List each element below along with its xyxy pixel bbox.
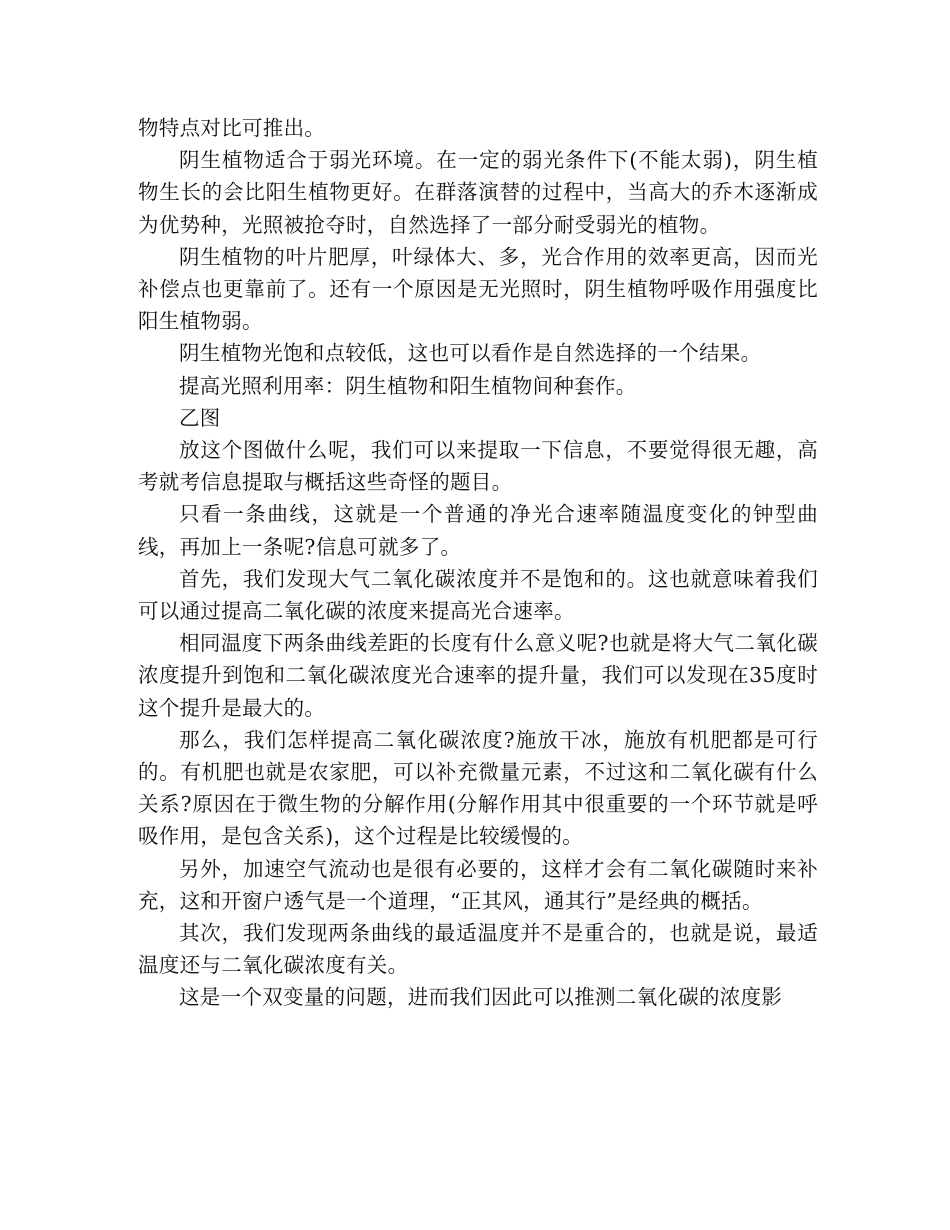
paragraph: 另外，加速空气流动也是很有必要的，这样才会有二氧化碳随时来补充，这和开窗户透气是一个道理，“正其风，通其行”是经典的概括。 xyxy=(138,856,818,913)
paragraph: 首先，我们发现大气二氧化碳浓度并不是饱和的。这也就意味着我们可以通过提高二氧化碳的浓度来提高光合速率。 xyxy=(138,566,818,624)
paragraph: 阴生植物的叶片肥厚，叶绿体大、多，光合作用的效率更高，因而光补偿点也更靠前了。还有一个原因是无光照时，阴生植物呼吸作用强度比阳生植物弱。 xyxy=(138,244,818,334)
paragraph: 提高光照利用率：阴生植物和阳生植物间种套作。 xyxy=(179,373,637,398)
paragraph: 相同温度下两条曲线差距的长度有什么意义呢?也就是将大气二氧化碳浓度提升到饱和二氧化碳浓度光合速率的提升量，我们可以发现在35度时这个提升是最大的。 xyxy=(138,631,818,720)
paragraph: 物特点对比可推出。 xyxy=(138,116,326,140)
section-heading: 乙图 xyxy=(179,405,221,430)
paragraph: 只看一条曲线，这就是一个普通的净光合速率随温度变化的钟型曲线，再加上一条呢?信息可就多了。 xyxy=(138,502,818,559)
paragraph: 阴生植物适合于弱光环境。在一定的弱光条件下(不能太弱)，阴生植物生长的会比阳生植物更好。在群落演替的过程中，当高大的乔木逐渐成为优势种，光照被抢夺时，自然选择了一部分耐受弱光的植物。 xyxy=(138,148,818,237)
paragraph: 阴生植物光饱和点较低，这也可以看作是自然选择的一个结果。 xyxy=(179,341,762,366)
paragraph: 其次，我们发现两条曲线的最适温度并不是重合的，也就是说，最适温度还与二氧化碳浓度有关。 xyxy=(138,921,818,978)
document-body xyxy=(138,112,818,1014)
paragraph: 这是一个双变量的问题，进而我们因此可以推测二氧化碳的浓度影 xyxy=(179,985,783,1010)
paragraph: 那么，我们怎样提高二氧化碳浓度?施放干冰，施放有机肥都是可行的。有机肥也就是农家肥，可以补充微量元素，不过这和二氧化碳有什么关系?原因在于微生物的分解作用(分解作用其中很重要的一个环节就是呼吸作用，是包含关系)，这个过程是比较缓慢的。 xyxy=(138,727,818,849)
paragraph: 放这个图做什么呢，我们可以来提取一下信息，不要觉得很无趣，高考就考信息提取与概括这些奇怪的题目。 xyxy=(138,438,818,495)
